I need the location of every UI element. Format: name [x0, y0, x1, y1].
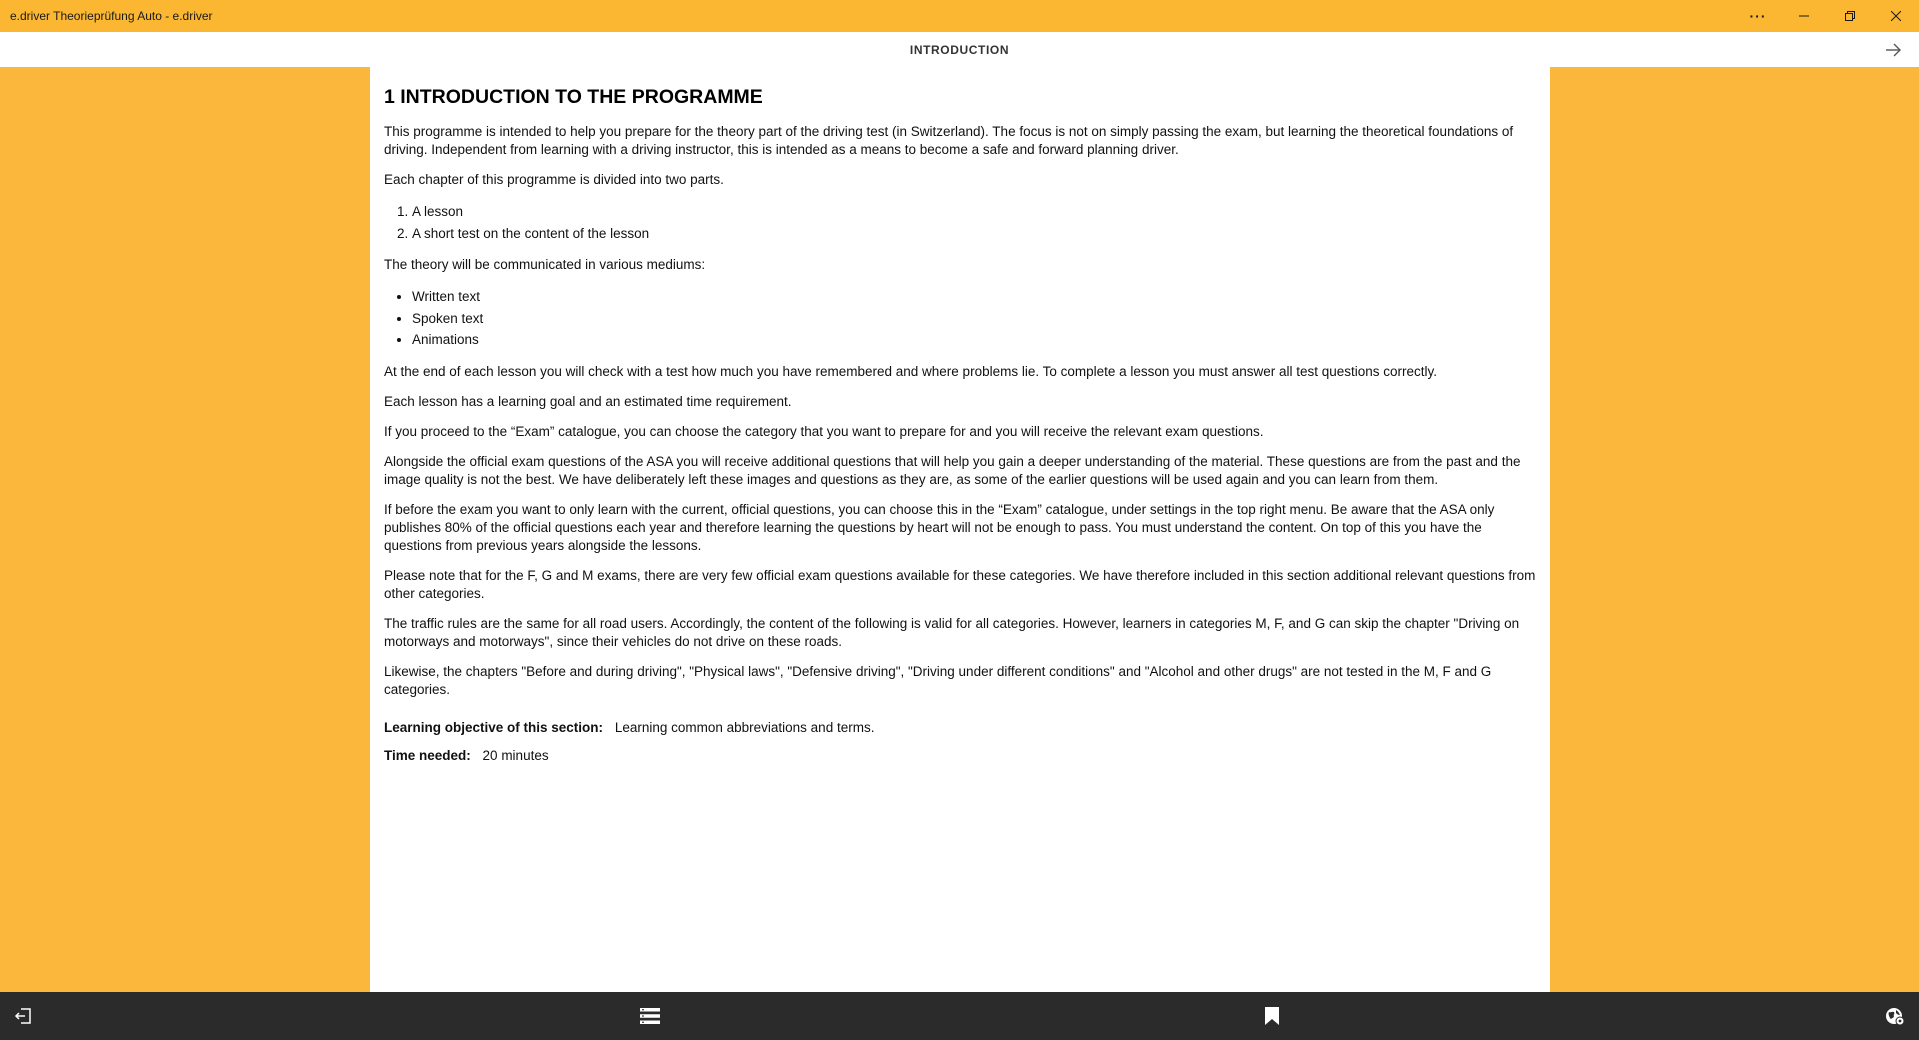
page-title: INTRODUCTION [909, 42, 1010, 57]
paragraph-fgm-exams: Please note that for the F, G and M exams, there are very few official exam questions available for these categories. We have therefore included in this section additional relevant questions from other categories. [384, 567, 1536, 601]
exit-button[interactable] [11, 1004, 35, 1028]
paragraph-learning-goal: Each lesson has a learning goal and an estimated time requirement. [384, 393, 792, 409]
close-button[interactable] [1873, 0, 1919, 32]
close-icon [1891, 11, 1901, 21]
more-options-button[interactable] [1735, 0, 1781, 32]
arrow-right-icon [1885, 43, 1901, 57]
chapter-list-button[interactable] [638, 1004, 662, 1028]
list-item: • Animations [412, 329, 1536, 351]
paragraph-additional-questions: Alongside the official exam questions of the ASA you will receive additional questions that will help you gain a deeper understanding of the material. These questions are from the past and the image quality is not the best. We have deliberately left these images and questions as they are, as some of the earlier questions will be used again and you can learn from them. [384, 453, 1521, 487]
next-button[interactable] [1881, 38, 1905, 62]
lesson-meta [384, 719, 1536, 765]
intro-paragraph: This programme is intended to help you prepare for the theory part of the driving test (in Switzerland). The focus is not on simply passing the exam, but learning the theoretical foundations of driving. Independent from learning with a driving instructor, this is intended as a means to become a safe and forward planning driver. [384, 124, 1514, 157]
bookmark-button[interactable] [1260, 1004, 1284, 1028]
bottom-app-bar [0, 992, 1919, 1040]
time-label: Time needed: [384, 747, 471, 763]
objective-label: Learning objective of this section: [384, 719, 604, 735]
restore-button[interactable] [1827, 0, 1873, 32]
learning-objective [384, 719, 1536, 737]
list-item: • Spoken text [412, 308, 1536, 330]
paragraph-untested-chapters: Likewise, the chapters "Before and during driving", "Physical laws", "Defensive driving", "Driving under different conditions" and "Alcohol and other drugs" are not tested in the M, F and G categories. [384, 663, 1492, 697]
restore-icon [1845, 11, 1855, 21]
time-needed [384, 747, 1536, 765]
minimize-icon [1799, 11, 1809, 21]
mediums-intro: The theory will be communicated in various mediums: [384, 257, 706, 272]
parts-list [384, 201, 1536, 244]
parts-intro: Each chapter of this programme is divided into two parts. [384, 172, 724, 187]
section-heading: 1 INTRODUCTION TO THE PROGRAMME [384, 86, 763, 108]
list-item: 2. A short test on the content of the lesson [412, 223, 1536, 245]
paragraph-test-check: At the end of each lesson you will check with a test how much you have remembered and where problems lie. To complete a lesson you must answer all test questions correctly. [384, 363, 1438, 379]
time-value: 20 minutes [482, 747, 549, 763]
language-settings-button[interactable] [1883, 1004, 1907, 1028]
paragraph-official-questions: If before the exam you want to only learn with the current, official questions, you can choose this in the “Exam” catalogue, under settings in the top right menu. Be aware that the ASA only publishes 80% of the official questions each year and therefore learning the questions by heart will not be enough to pass. You must understand the content. On top of this you have the questions from previous years alongside the lessons. [384, 501, 1495, 553]
paragraph-traffic-rules: The traffic rules are the same for all road users. Accordingly, the content of the following is valid for all categories. However, learners in categories M, F, and G can skip the chapter "Driving on motorways and motorways", since their vehicles do not drive on these roads. [384, 615, 1520, 649]
paragraph-exam-catalogue: If you proceed to the “Exam” catalogue, you can choose the category that you want to prepare for and you will receive the relevant exam questions. [384, 423, 1264, 439]
window-title: e.driver Theorieprüfung Auto - e.driver [10, 9, 213, 23]
list-item: 1. A lesson [412, 201, 1536, 223]
more-icon: ··· [1749, 8, 1767, 24]
bookmark-icon [1265, 1007, 1279, 1025]
title-bar [0, 0, 1919, 32]
lesson-content [370, 67, 1550, 992]
left-margin-panel [0, 67, 370, 992]
right-margin-panel [1550, 67, 1919, 992]
exit-icon [14, 1007, 32, 1025]
page-header [0, 32, 1919, 67]
objective-value: Learning common abbreviations and terms. [614, 719, 875, 735]
minimize-button[interactable] [1781, 0, 1827, 32]
list-item: • Written text [412, 286, 1536, 308]
globe-settings-icon [1885, 1006, 1905, 1026]
mediums-list [384, 286, 1536, 351]
menu-list-icon [640, 1007, 660, 1025]
